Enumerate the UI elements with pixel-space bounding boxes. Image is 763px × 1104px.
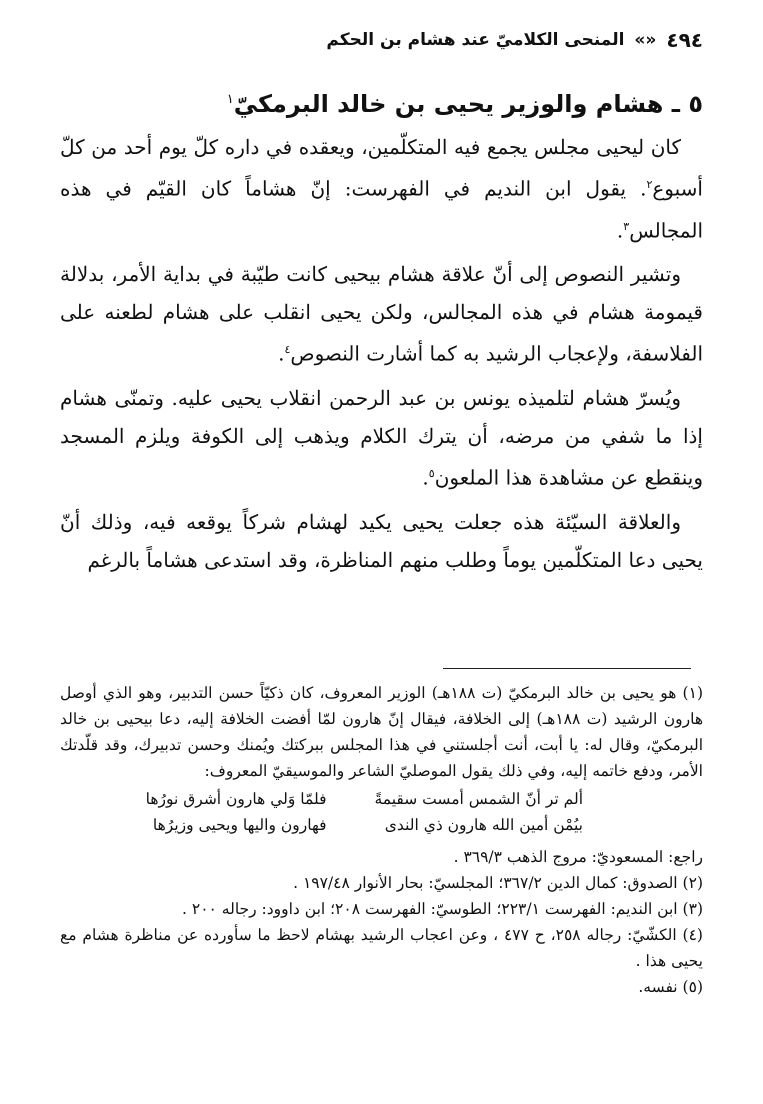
paragraph: ويُسرّ هشام لتلميذه يونس بن عبد الرحمن انقلاب يحيى عليه. وتمنّى هشام إذا ما شفي من مرضه، أن يترك الكلام ويذهب إلى الكوفة ويلزم المسجد وينقطع عن مشاهدة هذا الملعون$^٥$. [60,385,703,490]
footnote-number: (٣) [682,900,703,918]
running-header [60,22,703,58]
section-title: هشام والوزير يحيى بن خالد البرمكيّ [233,90,664,118]
running-title: المنحى الكلاميّ عند هشام بن الحكم [326,30,625,50]
page-number: ٤٩٤ [666,28,703,52]
body-text [60,128,703,585]
footnote-reference: راجع: المسعوديّ: مروج الذهب ٣٦٩/٣ . [453,848,703,866]
footnote-ref: ٤ [284,343,291,357]
poem-hemistich: فهارون واليها ويحيى وزيرُها [152,816,327,834]
section-heading [60,80,703,124]
header-separator: «» [634,30,657,50]
poem-hemistich: بيُمْن أمين الله هارون ذي الندى [384,816,583,834]
footnote-1: (١) هو يحيى بن خالد البرمكيّ (ت ١٨٨هـ) الوزير المعروف، كان ذكيّاً حسن التدبير، وهو الذي أوصل هارون الرشيد (ت ١٨٨هـ) إلى الخلافة، فيقال إنّ هارون لمّا أفضت الخلافة إليه، دعا بيحيى بن خالد البرمكيّ، وقال له: يا أبت، أنت أجلستني في هذا المجلس ببركتك ويُمنك وحسن تدبيرك، وقد قلّدتك الأمر، ودفع خاتمه إليه، وفي ذلك يقول الموصليّ الشاعر والموسيقيّ المعروف: [60,684,703,780]
footnote-number: (١) [682,684,703,702]
poem-hemistich: ألم تر أنّ الشمس أمست سقيمةً [374,790,583,808]
footnotes [60,680,703,1000]
footnote-ref: ٣ [623,219,630,233]
footnote-number: (٥) [682,978,703,996]
footnote-2: (٢) الصدوق: كمال الدين ٣٦٧/٢؛ المجلسيّ: بحار الأنوار ١٩٧/٤٨ . [293,874,703,892]
footnote-ref: ٢ [646,178,653,191]
footnote-ref: ١ [226,92,234,107]
section-number: ٥ ـ [671,90,703,118]
footnote-ref: ٥ [428,466,435,480]
footnote-divider [443,668,691,669]
footnote-5: (٥) نفسه. [638,978,703,996]
poem [100,786,583,838]
paragraph: والعلاقة السيّئة هذه جعلت يحيى يكيد لهشام شركاً يوقعه فيه، وذلك أنّ يحيى دعا المتكلّمين يوماً وطلب منهم المناظرة، وقد استدعى هشاماً بالرغم [60,509,703,572]
footnote-4: (٤) الكشّيّ: رجاله ٢٥٨، ح ٤٧٧ ، وعن اعجاب الرشيد بهشام لاحظ ما سأورده عن مناظرة هشام مع يحيى هذا . [60,926,703,970]
footnote-number: (٢) [682,874,703,892]
poem-hemistich: فلمّا وَلي هارون أشرق نورُها [145,790,327,808]
footnote-number: (٤) [682,926,703,944]
footnote-3: (٣) ابن النديم: الفهرست ٢٢٣/١؛ الطوسيّ: الفهرست ٢٠٨؛ ابن داوود: رجاله ٢٠٠ . [182,900,703,918]
paragraph: وتشير النصوص إلى أنّ علاقة هشام بيحيى كانت طيّبة في بداية الأمر، بدلالة قيمومة هشام في هذه المجالس، ولكن يحيى انقلب على هشام لطعنه على الفلاسفة، ولإعجاب الرشيد به كما أشارت النصوص$^٤$. [60,262,703,366]
paragraph: كان ليحيى مجلس يجمع فيه المتكلّمين، ويعقده في داره كلّ يوم أحد من كلّ أسبوع$^٢$. يقول ابن النديم في الفهرست: إنّ هشاماً كان القيّم في هذه المجالس$^٣$. [60,135,703,243]
